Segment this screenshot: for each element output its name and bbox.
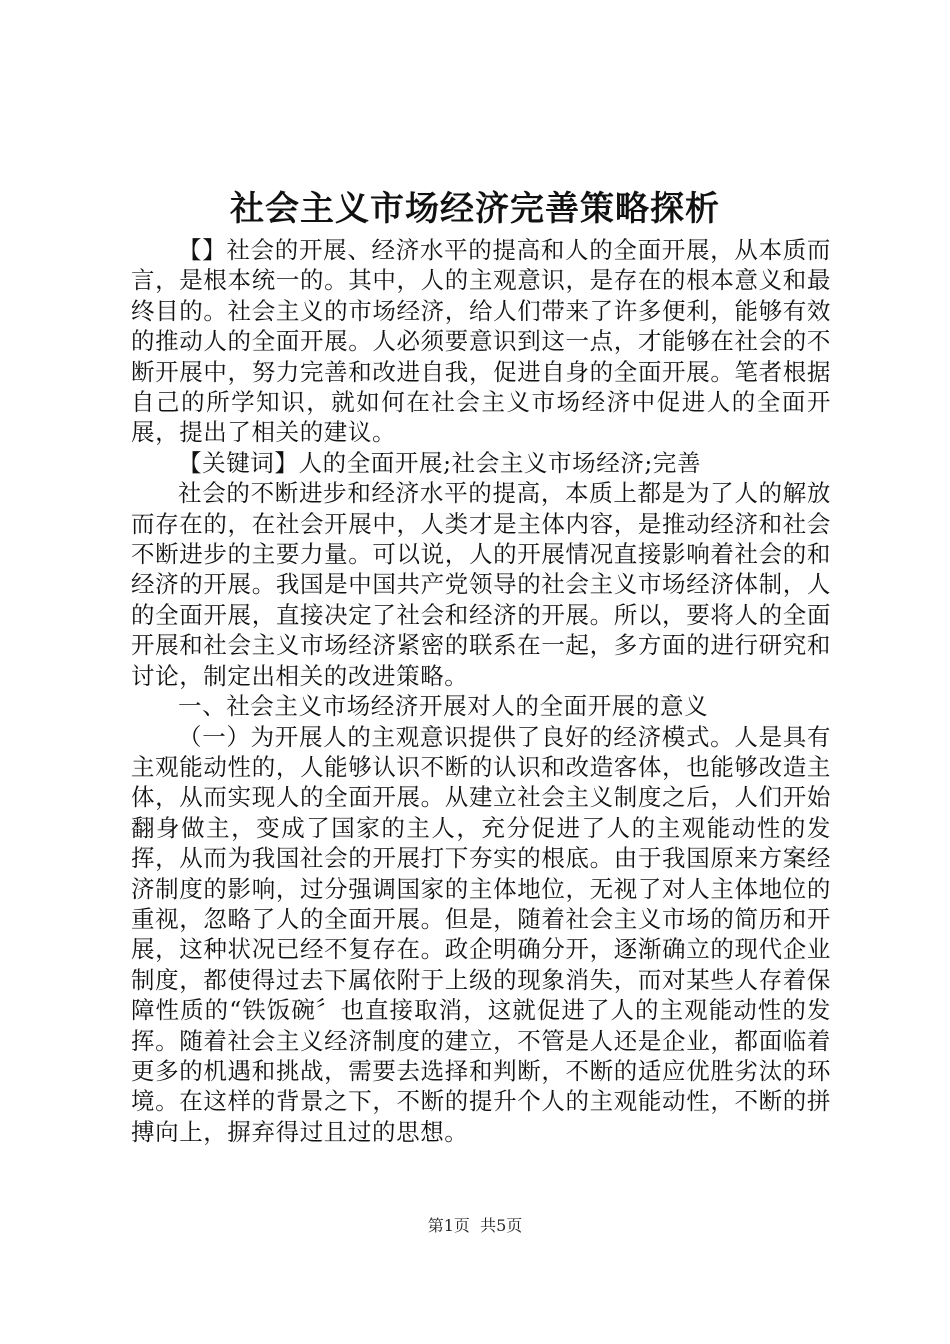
document-title: 社会主义市场经济完善策略探析 (230, 189, 720, 229)
intro-paragraph: 社会的不断进步和经济水平的提高，本质上都是为了人的解放而存在的，在社会开展中，人类才是主体内容，是推动经济和社会不断进步的主要力量。可以说，人的开展情况直接影响着社会的和经济的开展。我国是中国共产党领导的社会主义市场经济体制，人的全面开展，直接决定了社会和经济的开展。所以，要将人的全面开展和社会主义市场经济紧密的联系在一起，多方面的进行研究和讨论，制定出相关的改进策略。 (131, 479, 831, 690)
page-number: 第1页 (427, 1216, 470, 1235)
subsection-paragraph: （一）为开展人的主观意识提供了良好的经济模式。人是具有主观能动性的，人能够认识不断的认识和改造客体，也能够改造主体，从而实现人的全面开展。从建立社会主义制度之后，人们开始翻身做主，变成了国家的主人，充分促进了人的主观能动性的发挥，从而为我国社会的开展打下夯实的根底。由于我国原来方案经济制度的影响，过分强调国家的主体地位，无视了对人主体地位的重视，忽略了人的全面开展。但是，随着社会主义市场的简历和开展，这种状况已经不复存在。政企明确分开，逐渐确立的现代企业制度，都使得过去下属依附于上级的现象消失，而对某些人存着保障性质的“铁饭碗〞也直接取消，这就促进了人的主观能动性的发挥。随着社会主义经济制度的建立，不管是人还是企业，都面临着更多的机遇和挑战，需要去选择和判断，不断的适应优胜劣汰的环境。在这样的背景之下，不断的提升个人的主观能动性，不断的拼搏向上，摒弃得过且过的思想。 (131, 722, 831, 1146)
document-body (131, 235, 831, 1147)
abstract-paragraph: 【】社会的开展、经济水平的提高和人的全面开展，从本质而言，是根本统一的。其中，人的主观意识，是存在的根本意义和最终目的。社会主义的市场经济，给人们带来了许多便利，能够有效的推动人的全面开展。人必须要意识到这一点，才能够在社会的不断开展中，努力完善和改进自我，促进自身的全面开展。笔者根据自己的所学知识，就如何在社会主义市场经济中促进人的全面开展，提出了相关的建议。 (131, 236, 831, 447)
keywords-paragraph: 【关键词】人的全面开展;社会主义市场经济;完善 (178, 448, 702, 477)
section-heading: 一、社会主义市场经济开展对人的全面开展的意义 (178, 692, 709, 721)
page-footer (0, 1214, 950, 1238)
page-total: 共5页 (480, 1216, 523, 1235)
